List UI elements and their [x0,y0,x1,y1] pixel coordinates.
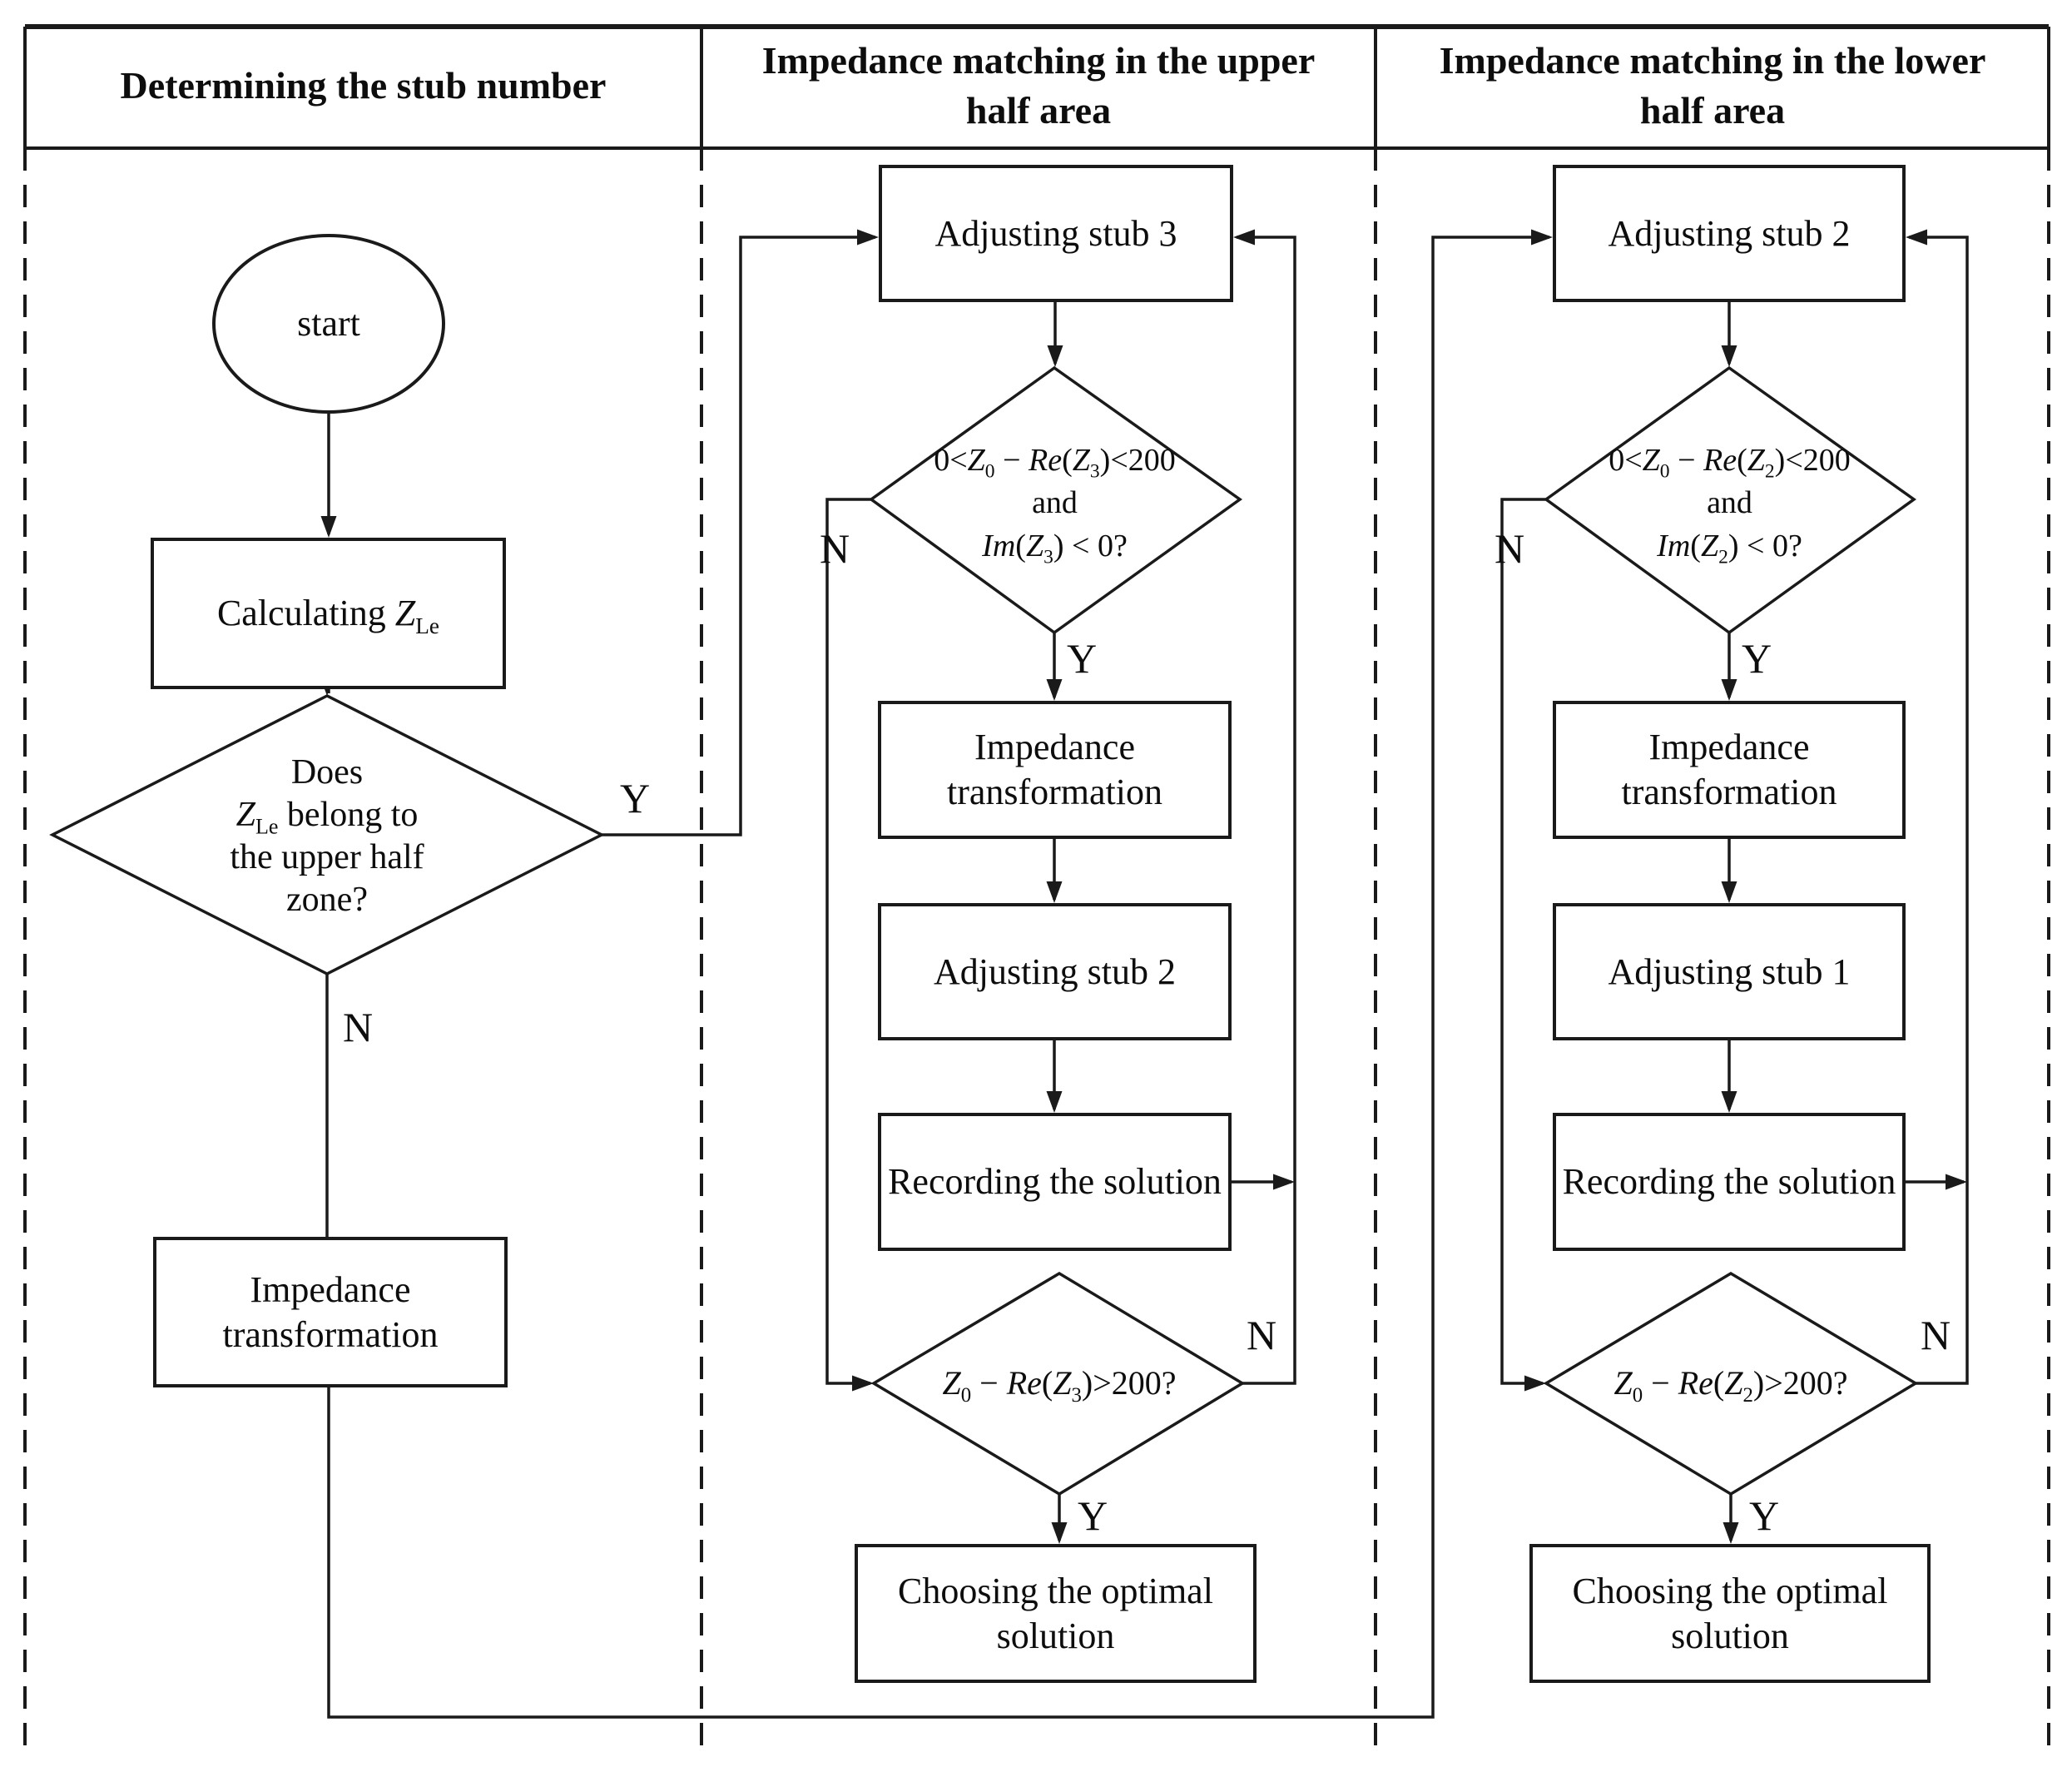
impedance-transformation-node-lower [1553,701,1906,839]
edge-lower-decision1-no-loop [1502,499,1546,1383]
calculating-zle-node [151,538,506,689]
zle-symbol: $Z_{Le}$ [394,593,440,638]
yes-branch-label: Y [620,775,651,821]
column-header-label: Determining the stub number [120,64,607,107]
adjusting-stub-1-label: Adjusting stub 1 [1608,951,1851,992]
no-branch-label: N [343,1004,374,1050]
recording-solution-label: Recording the solution [888,1161,1222,1203]
threshold-formula: $Z_0 - Re(Z_2)>200$? [1613,1363,1848,1407]
recording-solution-node-upper [878,1113,1232,1251]
no-branch-label: N [1247,1312,1277,1358]
choosing-optimal-solution-label: Choosing the optimal solution [898,1570,1213,1656]
decision-and: and [1032,485,1078,521]
column-header-label: Impedance matching in the upper half area [761,39,1316,132]
edge-upper-decision2-no-loop [1237,237,1295,1383]
choosing-optimal-solution-node-upper [855,1544,1257,1683]
edge-upper-decision1-no-loop [827,499,871,1383]
choosing-optimal-solution-label: Choosing the optimal solution [1572,1570,1888,1656]
yes-branch-label: Y [1067,635,1098,682]
choosing-optimal-solution-node-lower [1529,1544,1931,1683]
upper-threshold-decision-label [870,1357,1249,1410]
calculating-zle-label [217,591,439,636]
column-header-stub-number [42,40,685,132]
start-label: start [297,303,360,345]
start-node [212,234,445,414]
no-branch-label: N [1495,525,1525,572]
column-header-label: Impedance matching in the lower half area [1439,39,1986,132]
decision-formula-line-3: $Im(Z_3) < 0$? [982,528,1128,568]
no-branch-label: N [1921,1312,1951,1358]
impedance-transformation-node-left [153,1237,508,1387]
edge-lower-decision2-no-loop [1909,237,1967,1383]
impedance-transformation-label: Impedance transformation [222,1268,439,1355]
threshold-formula: $Z_0 - Re(Z_3)>200$? [942,1363,1177,1407]
zle-symbol: $Z_{Le}$ [235,795,279,839]
decision-line-3: the upper half [230,838,424,876]
adjusting-stub-3-label: Adjusting stub 3 [934,212,1177,254]
adjusting-stub-2-node-lower [1553,165,1906,302]
calculating-text: Calculating [216,593,395,634]
recording-solution-label: Recording the solution [1562,1161,1896,1203]
decision-formula-line-1: $0<Z_0 - Re(Z_3)<200$ [934,443,1176,483]
lower-range-decision-label [1540,420,1919,587]
decision-line-4: zone? [286,881,368,920]
adjusting-stub-2-label: Adjusting stub 2 [1608,212,1851,254]
yes-branch-label: Y [1749,1492,1780,1539]
decision-line-2-text: belong to [278,795,419,834]
adjusting-stub-2-label: Adjusting stub 2 [934,951,1176,992]
upper-zone-decision-label [152,737,502,936]
upper-range-decision-label [865,420,1244,587]
adjusting-stub-1-node [1553,903,1906,1040]
recording-solution-node-lower [1553,1113,1906,1251]
impedance-transformation-label: Impedance transformation [1621,727,1837,812]
adjusting-stub-3-node [879,165,1233,302]
column-header-upper-half [731,33,1346,138]
decision-line-1: Does [290,752,364,792]
decision-formula-line-1: $0<Z_0 - Re(Z_2)<200$ [1609,443,1851,483]
yes-branch-label: Y [1078,1492,1108,1539]
decision-line-2 [235,794,419,839]
lower-threshold-decision-label [1541,1357,1921,1410]
decision-formula-line-3: $Im(Z_2) < 0$? [1657,528,1802,568]
decision-and: and [1707,485,1752,521]
adjusting-stub-2-node-upper [878,903,1232,1040]
column-header-lower-half [1405,33,2020,138]
impedance-transformation-node-upper [878,701,1232,839]
no-branch-label: N [820,525,850,572]
impedance-transformation-label: Impedance transformation [946,727,1163,812]
yes-branch-label: Y [1742,635,1772,682]
